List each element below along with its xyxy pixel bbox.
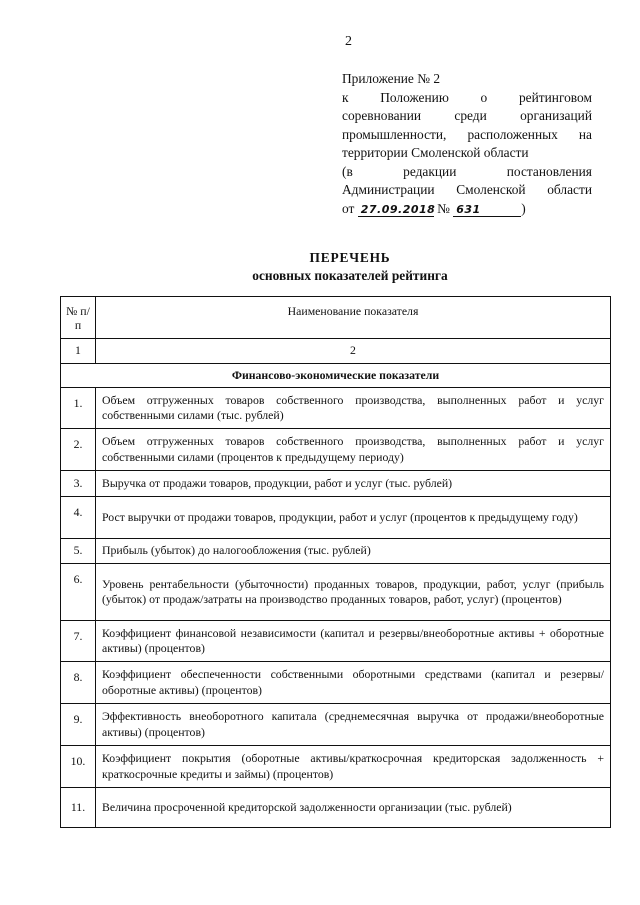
table-row xyxy=(61,788,610,827)
table-row xyxy=(61,746,610,788)
row-name-cell xyxy=(96,429,610,470)
table-row xyxy=(61,429,610,471)
row-name-cell xyxy=(96,471,610,496)
table-row xyxy=(61,704,610,746)
appendix-word: Администрации xyxy=(342,182,435,197)
row-name: Величина просроченной кредиторской задолженности организации (тыс. рублей) xyxy=(102,799,512,814)
row-name-cell xyxy=(96,662,610,703)
table-header-row xyxy=(61,297,610,339)
row-name: Уровень рентабельности (убыточности) проданных товаров, продукции, работ, услуг (прибыль (убыток) от продаж/затраты на производство проданных товаров, работ, услуг) (процентов) xyxy=(102,576,604,606)
title-subtitle: основных показателей рейтинга xyxy=(252,268,448,283)
row-number: 2. xyxy=(61,429,96,470)
edition-suffix: ) xyxy=(521,200,526,216)
column-index-row xyxy=(61,339,610,364)
row-name-cell xyxy=(96,788,610,827)
edition-date-handwritten: 27.09.2018 xyxy=(358,203,434,217)
appendix-word: рейтинговом xyxy=(518,89,592,105)
table-row xyxy=(61,388,610,429)
row-number: 10. xyxy=(61,746,96,787)
row-name-cell xyxy=(96,704,610,745)
appendix-line-7 xyxy=(342,181,592,200)
appendix-word: расположенных xyxy=(467,126,558,142)
header-name-label: Наименование показателя xyxy=(287,304,419,318)
appendix-line-5: территории Смоленской области xyxy=(342,145,529,160)
row-name-cell xyxy=(96,621,610,661)
row-number: 8. xyxy=(61,662,96,703)
appendix-word: Положению xyxy=(380,89,449,105)
appendix-line-4 xyxy=(342,126,592,145)
row-name: Коэффициент финансовой независимости (капитал и резервы/внеоборотные активы + оборотные активы) (процентов) xyxy=(102,625,604,655)
appendix-word: к xyxy=(342,89,349,105)
row-name-cell xyxy=(96,564,610,620)
edition-prefix: от xyxy=(342,200,355,216)
row-name: Коэффициент обеспеченности собственными оборотными средствами (капитал и резервы/оборотные активы) (процентов) xyxy=(102,667,604,697)
table-row xyxy=(61,662,610,704)
edition-number-label: № xyxy=(437,200,450,216)
row-number: 4. xyxy=(61,497,96,538)
appendix-word: о xyxy=(480,89,488,105)
appendix-word: на xyxy=(578,126,592,142)
edition-line xyxy=(342,200,592,219)
row-name-cell xyxy=(96,539,610,563)
row-name: Объем отгруженных товаров собственного производства, выполненных работ и услуг собственными силами (процентов к предыдущему периоду) xyxy=(102,434,604,464)
row-number: 11. xyxy=(61,788,96,827)
row-name-cell xyxy=(96,388,610,428)
table-row xyxy=(61,621,610,662)
row-name: Коэффициент покрытия (оборотные активы/краткосрочная кредиторская задолженность + краткосрочные кредиты и займы) (процентов) xyxy=(102,751,604,781)
row-number: 5. xyxy=(61,539,96,563)
appendix-word: соревновании xyxy=(342,108,422,123)
section-title: Финансово-экономические показатели xyxy=(231,367,440,382)
column-index-2-cell xyxy=(96,339,610,363)
appendix-word: промышленности, xyxy=(342,126,447,142)
row-name: Объем отгруженных товаров собственного производства, выполненных работ и услуг собственными силами (тыс. рублей) xyxy=(102,392,604,422)
row-name: Эффективность внеоборотного капитала (среднемесячная выручка от продажи/внеоборотные активы) (процентов) xyxy=(102,709,604,739)
row-name: Прибыль (убыток) до налогообложения (тыс. рублей) xyxy=(102,543,371,558)
row-name: Рост выручки от продажи товаров, продукции, работ и услуг (процентов к предыдущему году) xyxy=(102,509,578,524)
header-name-cell xyxy=(96,297,610,338)
row-number: 1. xyxy=(61,388,96,428)
appendix-header xyxy=(342,70,592,218)
header-num-cell: № п/п xyxy=(61,297,96,338)
table-row xyxy=(61,539,610,564)
row-name-cell xyxy=(96,746,610,787)
appendix-line-6 xyxy=(342,163,592,182)
table-row xyxy=(61,497,610,539)
appendix-line-2 xyxy=(342,89,592,108)
row-name: Выручка от продажи товаров, продукции, работ и услуг (тыс. рублей) xyxy=(102,475,453,490)
appendix-word: постановления xyxy=(506,163,592,179)
column-index-1: 1 xyxy=(61,339,96,363)
appendix-word: среди xyxy=(454,108,487,123)
table-row xyxy=(61,564,610,621)
appendix-word: области xyxy=(547,182,592,197)
table-row xyxy=(61,471,610,497)
appendix-word: организаций xyxy=(520,108,592,123)
appendix-word: (в xyxy=(342,163,353,179)
edition-number-handwritten: 631 xyxy=(453,203,521,217)
section-row xyxy=(61,364,610,388)
row-name-cell xyxy=(96,497,610,538)
document-title xyxy=(100,249,600,285)
appendix-line-3 xyxy=(342,107,592,126)
row-number: 3. xyxy=(61,471,96,496)
indicators-table xyxy=(60,296,611,828)
page-number: 2 xyxy=(345,34,352,49)
row-number: 7. xyxy=(61,621,96,661)
appendix-word: Смоленской xyxy=(456,182,526,197)
row-number: 6. xyxy=(61,564,96,620)
column-index-2: 2 xyxy=(350,343,356,358)
title-main: ПЕРЕЧЕНЬ xyxy=(309,250,391,265)
appendix-word: редакции xyxy=(403,163,457,179)
row-number: 9. xyxy=(61,704,96,745)
appendix-title: Приложение № 2 xyxy=(342,71,441,86)
